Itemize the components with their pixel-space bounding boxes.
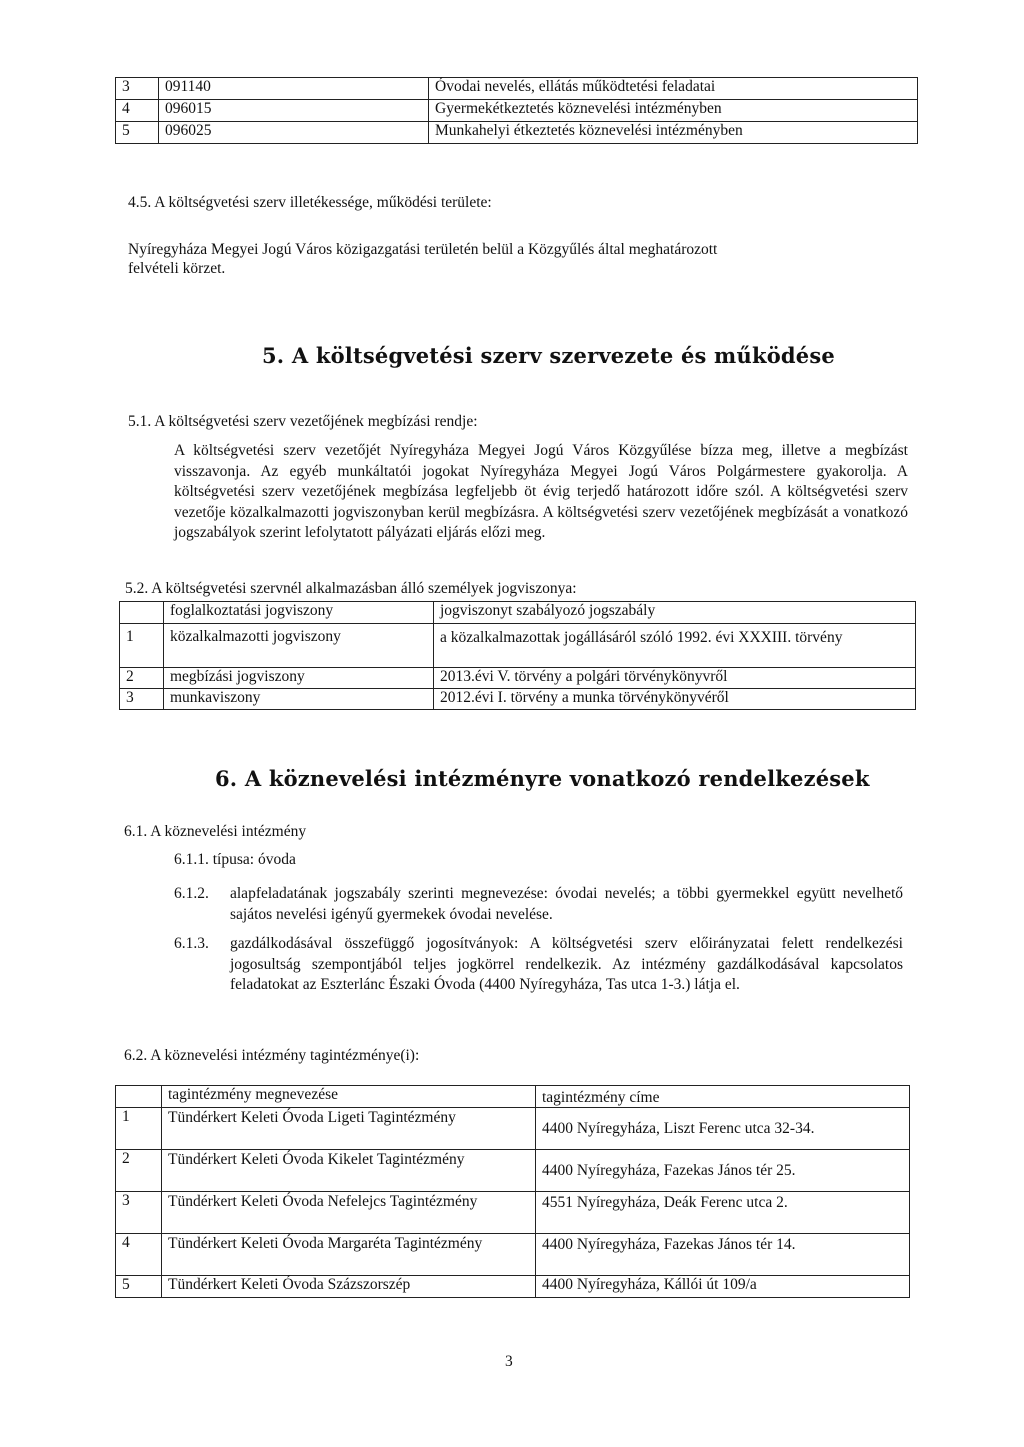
governing-law: 2013.évi V. törvény a polgári törvénykönyvről [434,668,916,689]
section-6-1-2-label: 6.1.2. [174,885,209,902]
section-6-1-1: 6.1.1. típusa: óvoda [174,851,296,868]
branch-table [115,1085,910,1298]
column-header: foglalkoztatási jogviszony [164,602,434,624]
employment-type: közalkalmazotti jogviszony [164,624,434,668]
branch-address: 4400 Nyíregyháza, Fazekas János tér 14. [536,1234,910,1276]
table-row [116,1108,910,1150]
row-number: 1 [120,624,164,668]
table-row [116,100,918,122]
row-number: 3 [116,1192,162,1234]
table-row [120,624,916,668]
row-number: 2 [116,1150,162,1192]
section-6-1-heading: 6.1. A köznevelési intézmény [124,823,307,840]
branch-address: 4551 Nyíregyháza, Deák Ferenc utca 2. [536,1192,910,1234]
column-header: tagintézmény címe [536,1086,910,1108]
branch-name: Tündérkert Keleti Óvoda Ligeti Tagintézmény [162,1108,536,1150]
table-row [116,1150,910,1192]
section-5-1-heading: 5.1. A költségvetési szerv vezetőjének megbízási rendje: [128,413,478,430]
governing-law: 2012.évi I. törvény a munka törvénykönyvéről [434,689,916,710]
section-4-5-line2: felvételi körzet. [128,260,226,277]
row-number: 4 [116,1234,162,1276]
table-row [116,1192,910,1234]
employment-type: munkaviszony [164,689,434,710]
branch-name: Tündérkert Keleti Óvoda Kikelet Tagintézmény [162,1150,536,1192]
activity-description: Gyermekétkeztetés köznevelési intézményben [429,100,918,122]
row-number: 1 [116,1108,162,1150]
governing-law: a közalkalmazottak jogállásáról szóló 1992. évi XXXIII. törvény [434,624,916,668]
branch-address: 4400 Nyíregyháza, Fazekas János tér 25. [536,1150,910,1192]
section-6-1-2-text: alapfeladatának jogszabály szerinti megnevezése: óvodai nevelés; a többi gyermekkel együtt nevelhető sajátos nevelési igényű gyermekek óvodai nevelése. [230,885,903,923]
section-6-2-heading: 6.2. A köznevelési intézmény tagintézménye(i): [124,1047,420,1064]
row-number: 4 [116,100,159,122]
branch-address: 4400 Nyíregyháza, Kállói út 109/a [536,1276,910,1298]
activity-description: Óvodai nevelés, ellátás működtetési feladatai [429,78,918,100]
row-number: 3 [116,78,159,100]
section-5-1-text: A költségvetési szerv vezetőjét Nyíregyháza Megyei Jogú Város Közgyűlése bízza meg, illetve a megbízást visszavonja. Az egyéb munkáltatói jogokat Nyíregyháza Megyei Jogú Város Polgármestere gyakorolja. A költségvetési szerv vezetőjének megbízása legfeljebb öt évig terjedő határozott időre szól. A költségvetési szerv vezetője közalkalmazotti jogviszonyban kerül megbízásra. A költségvetési szerv vezetőjének megbízását a vonatkozó jogszabályok szerint lefolytatott pályázati eljárás előzi meg. [174,442,908,541]
branch-name: Tündérkert Keleti Óvoda Nefelejcs Tagintézmény [162,1192,536,1234]
activity-code: 091140 [159,78,429,100]
activity-code: 096015 [159,100,429,122]
table-row [116,1276,910,1298]
branch-name: Tündérkert Keleti Óvoda Margaréta Tagintézmény [162,1234,536,1276]
column-header: jogviszonyt szabályozó jogszabály [434,602,916,624]
section-6-1-3-text: gazdálkodásával összefüggő jogosítványok: A költségvetési szerv előirányzatai felett rendelkezési jogosultság szempontjából teljes jogkörrel rendelkezik. Az intézmény gazdálkodásával kapcsolatos feladatokat az Eszterlánc Északi Óvoda (4400 Nyíregyháza, Tas utca 1-3.) látja el. [230,935,903,993]
section-6-1-3-label: 6.1.3. [174,935,209,952]
employment-table [119,601,916,710]
section-5-title: 5. A költségvetési szerv szervezete és működése [262,343,835,368]
section-4-5-line1: Nyíregyháza Megyei Jogú Város közigazgatási területén belül a Közgyűlés által meghatározott [128,241,718,258]
table-row [116,1234,910,1276]
branch-name: Tündérkert Keleti Óvoda Százszorszép [162,1276,536,1298]
activity-description: Munkahelyi étkeztetés köznevelési intézményben [429,122,918,144]
activity-code: 096025 [159,122,429,144]
column-header: tagintézmény megnevezése [162,1086,536,1108]
row-number: 3 [120,689,164,710]
section-5-2-heading: 5.2. A költségvetési szervnél alkalmazásban álló személyek jogviszonya: [125,580,577,597]
section-4-5-heading: 4.5. A költségvetési szerv illetékessége, működési területe: [128,194,492,211]
table-row [120,689,916,710]
section-6-title: 6. A köznevelési intézményre vonatkozó rendelkezések [215,766,870,791]
table-row [120,668,916,689]
row-number: 2 [120,668,164,689]
page-number: 3 [505,1353,513,1370]
table-row [116,78,918,100]
branch-address: 4400 Nyíregyháza, Liszt Ferenc utca 32-34. [536,1108,910,1150]
activity-table [115,77,918,144]
table-row [116,122,918,144]
employment-type: megbízási jogviszony [164,668,434,689]
row-number: 5 [116,1276,162,1298]
table-header-row [120,602,916,624]
table-header-row [116,1086,910,1108]
row-number: 5 [116,122,159,144]
